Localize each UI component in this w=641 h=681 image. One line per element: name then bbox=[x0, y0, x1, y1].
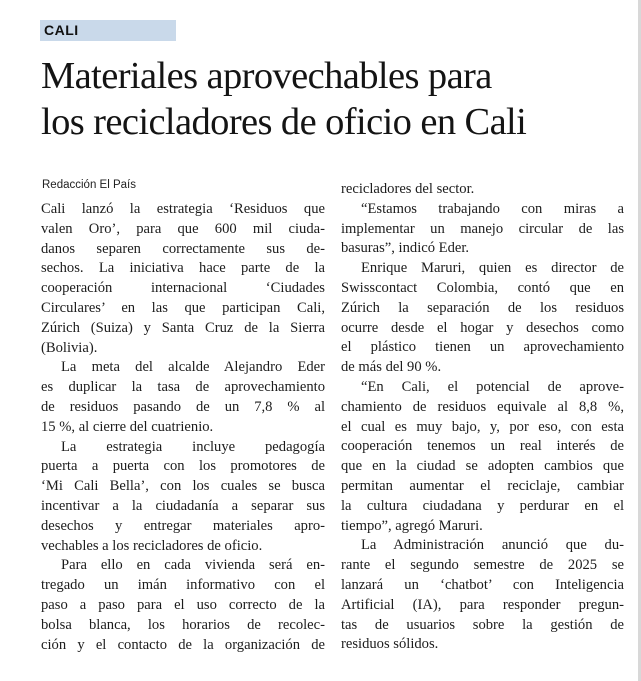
text-line: “Estamos trabajando con miras a bbox=[361, 200, 624, 217]
text-line: La Administración anunció que du- bbox=[361, 537, 624, 554]
text-line: valen Oro’, para que 600 mil ciuda- bbox=[41, 220, 325, 237]
text-line: Zúrich (Suiza) y Santa Cruz de la Sierra bbox=[41, 319, 325, 336]
text-line: rante el segundo semestre de 2025 se bbox=[341, 557, 624, 574]
text-line: Para ello en cada vivienda será en- bbox=[61, 557, 325, 574]
headline bbox=[41, 53, 631, 145]
text-line: sechos. La iniciativa hace parte de la bbox=[41, 260, 325, 277]
text-line: Zúrich la separación de los residuos bbox=[341, 299, 624, 316]
text-line: cooperación internacional ‘Ciudades bbox=[41, 280, 325, 297]
text-line: Cali lanzó la estrategia ‘Residuos que bbox=[41, 201, 325, 217]
text-line: implementar un manejo circular de las bbox=[341, 220, 624, 237]
text-line: tregado un imán informativo con el bbox=[41, 577, 325, 594]
text-line: tiempo”, agregó Maruri. bbox=[341, 517, 483, 534]
text-line: ocurre desde el hogar y desechos como bbox=[341, 319, 624, 336]
text-line: permitan aumentar el reciclaje, cambiar bbox=[341, 477, 624, 494]
text-line: ción y el contacto de la organización de bbox=[41, 636, 325, 653]
text-line: danos separen correctamente sus de- bbox=[41, 240, 325, 257]
text-line: el plástico tienen un aprovechamiento bbox=[341, 339, 624, 356]
byline: Redacción El País bbox=[42, 179, 136, 191]
text-line: vechables a los recicladores de oficio. bbox=[41, 537, 263, 554]
text-line: de más del 90 %. bbox=[341, 359, 442, 376]
headline-line: Materiales aprovechables para bbox=[41, 55, 492, 97]
text-line: residuos sólidos. bbox=[341, 636, 439, 653]
text-line: (Bolivia). bbox=[41, 339, 98, 356]
text-line: Circulares’ en las que participan Cali, bbox=[41, 299, 325, 316]
text-line: el cual es muy bajo, y, por eso, con esta bbox=[341, 418, 624, 435]
text-line: La estrategia incluye pedagogía bbox=[61, 438, 325, 455]
text-line: 15 %, al cierre del cuatrienio. bbox=[41, 418, 214, 435]
text-line: cooperación tenemos un real interés de bbox=[341, 438, 624, 455]
text-line: Enrique Maruri, quien es director de bbox=[361, 260, 624, 277]
text-line: La meta del alcalde Alejandro Eder bbox=[61, 359, 325, 376]
text-line: paso a paso para el uso correcto de la bbox=[41, 596, 325, 613]
text-line: ‘Mi Cali Bella’, con los cuales se busca bbox=[41, 478, 325, 495]
text-line: Artificial (IA), para responder pregun- bbox=[341, 596, 624, 613]
text-line: de residuos pasando de un 7,8 % al bbox=[41, 398, 325, 415]
body-column-right bbox=[341, 180, 624, 655]
text-line: puerta a puerta con los promotores de bbox=[41, 458, 325, 475]
text-line: lanzará un ‘chatbot’ con Inteligencia bbox=[341, 576, 624, 593]
text-line: tas de usuarios sobre la gestión de bbox=[341, 616, 624, 633]
text-line: Swisscontact Colombia, contó que en bbox=[341, 279, 624, 296]
text-line: incentivar a la ciudadanía a separar sus bbox=[41, 497, 325, 514]
text-line: desechos y entregar materiales apro- bbox=[41, 517, 325, 534]
text-line: “En Cali, el potencial de aprove- bbox=[361, 378, 624, 395]
text-line: es duplicar la tasa de aprovechamiento bbox=[41, 379, 325, 396]
section-tag: CALI bbox=[40, 20, 176, 41]
text-line: la cultura ciudadana y perdurar en el bbox=[341, 497, 624, 514]
text-line: basuras”, indicó Eder. bbox=[341, 240, 470, 257]
headline-line: los recicladores de oficio en Cali bbox=[41, 101, 527, 143]
text-line: chamiento de residuos equivale al 8,8 %, bbox=[341, 398, 624, 415]
text-line: que en la ciudad se adopten cambios que bbox=[341, 458, 624, 475]
text-line: recicladores del sector. bbox=[341, 181, 475, 197]
body-column-left bbox=[41, 200, 325, 655]
text-line: bolsa blanca, los horarios de recolec- bbox=[41, 616, 325, 633]
